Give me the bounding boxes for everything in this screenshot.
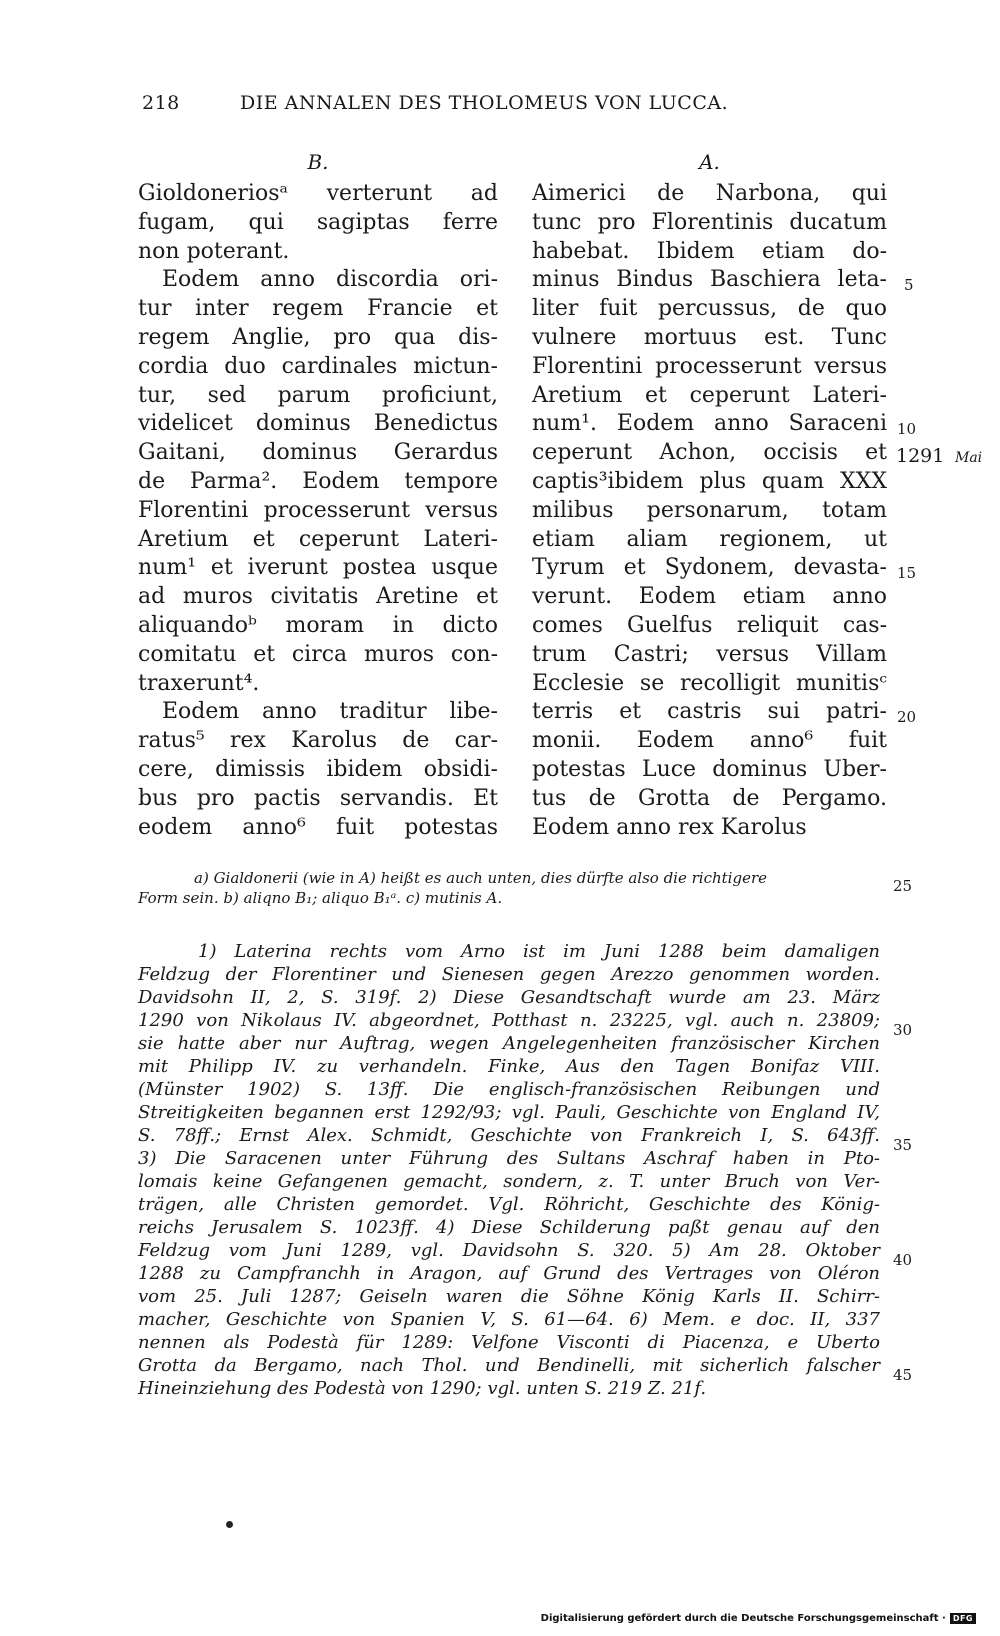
text-line: tunc pro Florentinis ducatum bbox=[532, 209, 887, 235]
text-line: eodem anno⁶ fuit potestas bbox=[138, 814, 498, 840]
text-line: vulnere mortuus est. Tunc bbox=[532, 324, 887, 350]
text-line: milibus personarum, totam bbox=[532, 497, 887, 523]
text-line: num¹. Eodem anno Saraceni bbox=[532, 411, 887, 437]
text-line: minus Bindus Baschiera leta- bbox=[532, 267, 887, 293]
footnote-line: vom 25. Juli 1287; Geiseln waren die Söhne König Karls II. Schirr- bbox=[138, 1286, 880, 1307]
footnote-line: Grotta da Bergamo, nach Thol. und Bendinelli, mit sicherlich falscher bbox=[138, 1355, 880, 1376]
running-title: DIE ANNALEN DES THOLOMEUS VON LUCCA. bbox=[240, 92, 729, 114]
footnote-line: trägen, alle Christen gemordet. Vgl. Röhricht, Geschichte des König- bbox=[138, 1194, 880, 1215]
page-number: 218 bbox=[142, 92, 180, 114]
text-line: tur, sed parum proficiunt, bbox=[138, 382, 498, 408]
text-line: Aretium et ceperunt Lateri- bbox=[138, 526, 498, 552]
text-line: trum Castri; versus Villam bbox=[532, 641, 887, 667]
text-line: Eodem anno rex Karolus bbox=[532, 814, 807, 840]
line-number: 5 bbox=[904, 276, 914, 294]
text-line: comitatu et circa muros con- bbox=[138, 641, 498, 667]
text-line: Florentini processerunt versus bbox=[138, 497, 498, 523]
text-line: num¹ et iverunt postea usque bbox=[138, 555, 498, 581]
text-line: Ecclesie se recolligit munitisᶜ bbox=[532, 670, 887, 696]
text-line: bus pro pactis servandis. Et bbox=[138, 785, 498, 811]
text-line: etiam aliam regionem, ut bbox=[532, 526, 887, 552]
text-line: tus de Grotta de Pergamo. bbox=[532, 785, 887, 811]
footnote-line: S. 78ff.; Ernst Alex. Schmidt, Geschichte von Frankreich I, S. 643ff. bbox=[138, 1125, 880, 1146]
footnote-line: (Münster 1902) S. 13ff. Die englisch-französischen Reibungen und bbox=[138, 1079, 880, 1100]
text-line: Eodem anno discordia ori- bbox=[162, 267, 498, 293]
line-number: 30 bbox=[893, 1021, 913, 1039]
margin-month: Mai bbox=[955, 450, 983, 466]
footnote-line: 1288 zu Campfranchh in Aragon, auf Grund des Vertrages von Oléron bbox=[138, 1263, 880, 1284]
footnote-line: Hineinziehung des Podestà von 1290; vgl. unten S. 219 Z. 21f. bbox=[138, 1378, 707, 1399]
ink-dot bbox=[226, 1521, 233, 1528]
text-line: captis³ibidem plus quam XXX bbox=[532, 468, 887, 494]
footnote-line: 3) Die Saracenen unter Führung des Sultans Aschraf haben in Pto- bbox=[138, 1148, 880, 1169]
line-number: 15 bbox=[897, 564, 917, 582]
dfg-logo-icon: DFG bbox=[950, 1613, 976, 1624]
text-line: ratus⁵ rex Karolus de car- bbox=[138, 728, 498, 754]
text-line: aliquandoᵇ moram in dicto bbox=[138, 612, 498, 638]
line-number: 35 bbox=[893, 1136, 913, 1154]
footnote-line: mit Philipp IV. zu verhandeln. Finke, Aus den Tagen Bonifaz VIII. bbox=[138, 1056, 880, 1077]
critical-note-line: Form sein. b) aliqno B₁; aliquo B₁ᵃ. c) mutinis A. bbox=[138, 889, 503, 907]
text-line: verunt. Eodem etiam anno bbox=[532, 584, 887, 610]
credit-text: Digitalisierung gefördert durch die Deutsche Forschungsgemeinschaft · bbox=[540, 1613, 946, 1624]
column-b bbox=[138, 150, 498, 842]
text-line: Florentini processerunt versus bbox=[532, 353, 887, 379]
text-line: Gioldoneriosᵃ verterunt ad bbox=[138, 181, 498, 206]
line-number: 40 bbox=[893, 1251, 913, 1269]
text-line: traxerunt⁴. bbox=[138, 670, 260, 696]
critical-apparatus bbox=[138, 868, 880, 908]
column-a bbox=[532, 150, 887, 842]
text-line: Aretium et ceperunt Lateri- bbox=[532, 382, 887, 408]
column-label-a: A. bbox=[699, 150, 720, 174]
margin-year: 1291 bbox=[896, 445, 945, 467]
footnote-line: nennen als Podestà für 1289: Velfone Visconti di Piacenza, e Uberto bbox=[138, 1332, 880, 1353]
footnote-line: Streitigkeiten begannen erst 1292/93; vgl. Pauli, Geschichte von England IV, bbox=[138, 1102, 880, 1123]
text-line: habebat. Ibidem etiam do- bbox=[532, 238, 887, 264]
text-line: potestas Luce dominus Uber- bbox=[532, 756, 887, 782]
footnote-line: Feldzug der Florentiner und Sienesen gegen Arezzo genommen worden. bbox=[138, 964, 880, 985]
text-line: videlicet dominus Benedictus bbox=[138, 411, 498, 437]
text-line: cordia duo cardinales mictun- bbox=[138, 353, 498, 379]
footnote-line: Davidsohn II, 2, S. 319f. 2) Diese Gesandtschaft wurde am 23. März bbox=[138, 987, 880, 1008]
line-number: 10 bbox=[897, 420, 917, 438]
footnote-line: sie hatte aber nur Auftrag, wegen Angelegenheiten französischer Kirchen bbox=[138, 1033, 880, 1054]
text-line: tur inter regem Francie et bbox=[138, 296, 498, 322]
text-line: terris et castris sui patri- bbox=[532, 699, 887, 725]
text-line: regem Anglie, pro qua dis- bbox=[138, 324, 498, 350]
column-label-b: B. bbox=[307, 150, 329, 174]
text-line: liter fuit percussus, de quo bbox=[532, 296, 887, 322]
text-line: fugam, qui sagiptas ferre bbox=[138, 209, 498, 235]
footnote-line: 1) Laterina rechts vom Arno ist im Juni 1288 beim damaligen bbox=[198, 941, 880, 962]
footnotes bbox=[138, 940, 880, 1400]
footnote-line: 1290 von Nikolaus IV. abgeordnet, Potthast n. 23225, vgl. auch n. 23809; bbox=[138, 1010, 880, 1031]
text-line: de Parma². Eodem tempore bbox=[138, 468, 498, 494]
text-line: cere, dimissis ibidem obsidi- bbox=[138, 756, 498, 782]
line-number: 25 bbox=[893, 877, 913, 895]
text-line: Aimerici de Narbona, qui bbox=[532, 181, 887, 206]
footnote-line: reichs Jerusalem S. 1023ff. 4) Diese Schilderung paßt genau auf den bbox=[138, 1217, 880, 1238]
text-line: ceperunt Achon, occisis et bbox=[532, 440, 887, 466]
text-line: Tyrum et Sydonem, devasta- bbox=[532, 555, 887, 581]
text-line: monii. Eodem anno⁶ fuit bbox=[532, 728, 887, 754]
footnote-line: Feldzug vom Juni 1289, vgl. Davidsohn S. 320. 5) Am 28. Oktober bbox=[138, 1240, 880, 1261]
text-line: Gaitani, dominus Gerardus bbox=[138, 440, 498, 466]
footnote-line: macher, Geschichte von Spanien V, S. 61—64. 6) Mem. e doc. II, 337 bbox=[138, 1309, 880, 1330]
text-line: comes Guelfus reliquit cas- bbox=[532, 612, 887, 638]
text-line: ad muros civitatis Aretine et bbox=[138, 584, 498, 610]
text-line: non poterant. bbox=[138, 238, 290, 264]
critical-note-line: a) Gialdonerii (wie in A) heißt es auch unten, dies dürfte also die richtigere bbox=[194, 869, 768, 887]
text-line: Eodem anno traditur libe- bbox=[162, 699, 498, 725]
digitization-credit bbox=[541, 1613, 976, 1624]
line-number: 45 bbox=[893, 1366, 913, 1384]
line-number: 20 bbox=[897, 708, 917, 726]
footnote-line: lomais keine Gefangenen gemacht, sondern, z. T. unter Bruch von Ver- bbox=[138, 1171, 880, 1192]
